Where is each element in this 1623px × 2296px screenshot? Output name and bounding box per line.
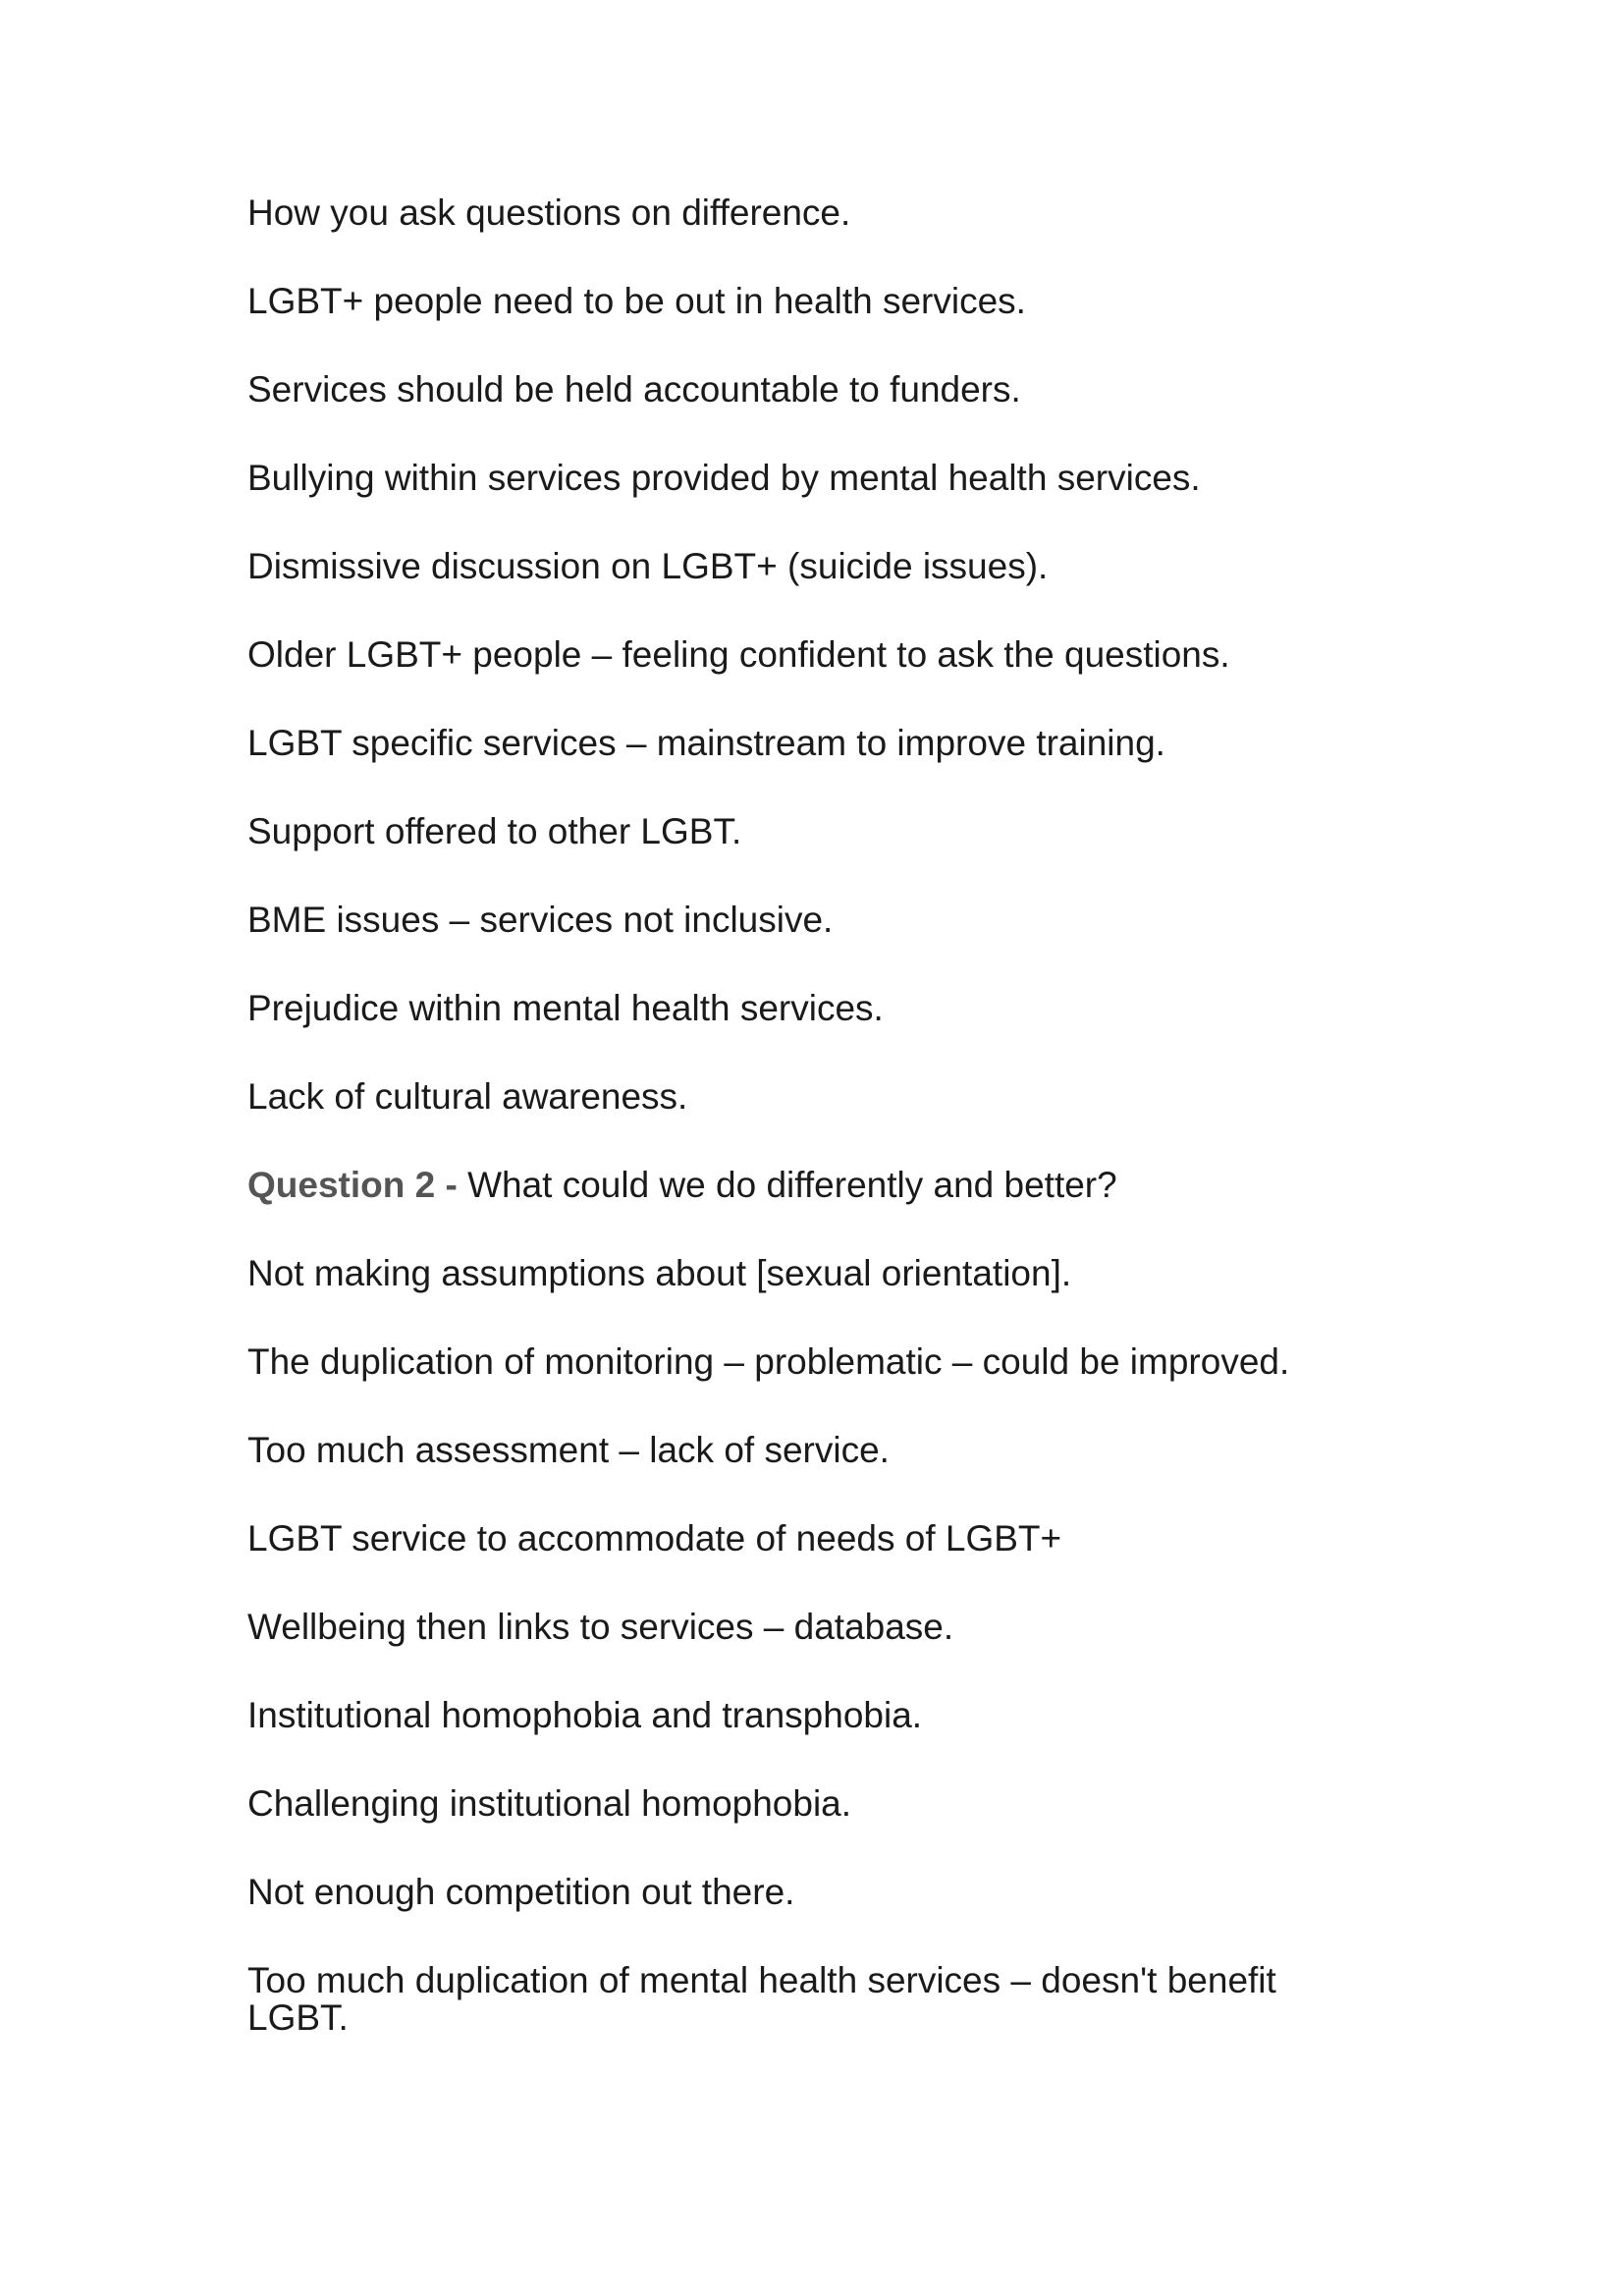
response-item: LGBT service to accommodate of needs of LGBT+ xyxy=(247,1518,1062,1558)
response-item: The duplication of monitoring – problematic – could be improved. xyxy=(247,1341,1290,1382)
response-item: Lack of cultural awareness. xyxy=(247,1076,688,1117)
response-item: Too much duplication of mental health services – doesn't benefit LGBT. xyxy=(247,1960,1276,2038)
question-heading xyxy=(247,1167,1377,1204)
response-item: How you ask questions on difference. xyxy=(247,192,851,233)
question-text: What could we do differently and better? xyxy=(467,1165,1117,1205)
response-item: Wellbeing then links to services – database. xyxy=(247,1607,954,1647)
response-item: BME issues – services not inclusive. xyxy=(247,900,834,940)
response-item: Institutional homophobia and transphobia. xyxy=(247,1695,923,1735)
response-item: Services should be held accountable to funders. xyxy=(247,369,1021,410)
response-item: Not making assumptions about [sexual orientation]. xyxy=(247,1253,1072,1293)
response-item: Support offered to other LGBT. xyxy=(247,811,742,851)
response-item: Bullying within services provided by mental health services. xyxy=(247,458,1201,498)
response-item: Prejudice within mental health services. xyxy=(247,988,884,1028)
question-label: Question 2 - xyxy=(247,1165,458,1205)
response-item: Challenging institutional homophobia. xyxy=(247,1783,852,1824)
document-body xyxy=(247,194,1377,2088)
response-item: Older LGBT+ people – feeling confident to ask the questions. xyxy=(247,634,1230,675)
response-item: LGBT specific services – mainstream to improve training. xyxy=(247,723,1165,763)
response-item: LGBT+ people need to be out in health services. xyxy=(247,281,1026,321)
response-item: Too much assessment – lack of service. xyxy=(247,1430,890,1470)
response-item: Not enough competition out there. xyxy=(247,1872,795,1912)
response-item: Dismissive discussion on LGBT+ (suicide issues). xyxy=(247,546,1049,586)
